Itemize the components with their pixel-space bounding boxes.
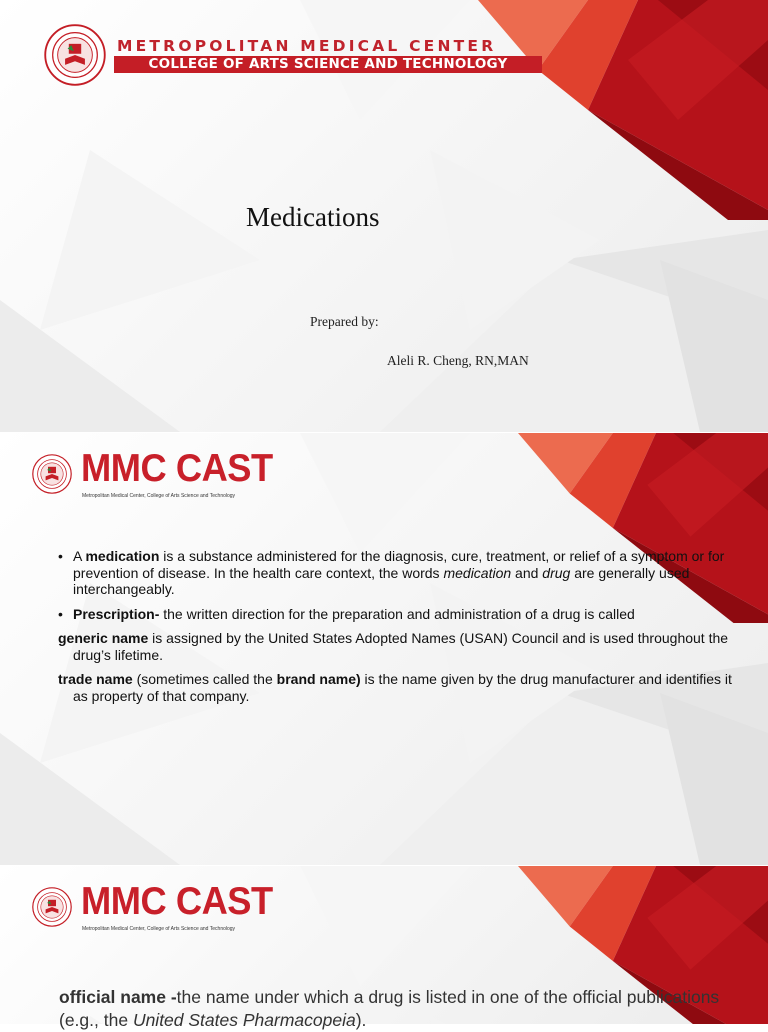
- term-prescription: Prescription-: [73, 605, 160, 622]
- institution-name: METROPOLITAN MEDICAL CENTER: [117, 37, 497, 55]
- term-medication: medication: [85, 548, 160, 564]
- logo-subtitle: Metropolitan Medical Center, College of Arts Science and Technology: [82, 926, 236, 932]
- trade-name-definition: trade name (sometimes called the brand name) is the name given by the drug manufacturer and identifies it as property of that company.: [58, 671, 732, 704]
- mmc-cast-logo: [27, 880, 273, 934]
- red-corner-decoration: [478, 0, 768, 220]
- official-name-definition: official name -the name under which a drug is listed in one of the official publications (e.g., the United States Pharmacopeia).: [59, 987, 720, 1030]
- mmc-cast-logo: [27, 447, 273, 501]
- logo-wordmark: MMC CAST: [81, 447, 273, 490]
- mmc-seal-icon: [27, 454, 77, 494]
- logo-subtitle: Metropolitan Medical Center, College of Arts Science and Technology: [82, 493, 236, 499]
- logo-wordmark: MMC CAST: [81, 880, 273, 923]
- term-trade-name: trade name: [58, 671, 133, 687]
- presentation-title: Medications: [246, 202, 380, 232]
- slide-body: [58, 548, 738, 712]
- term-generic-name: generic name: [58, 630, 149, 646]
- generic-name-definition: generic name is assigned by the United States Adopted Names (USAN) Council and is used throughout the drug’s lifetime.: [58, 630, 729, 663]
- mmc-seal-icon: [40, 24, 110, 86]
- term-official-name: official name -: [59, 987, 177, 1007]
- bullet-medication: • A medication is a substance administered for the diagnosis, cure, treatment, or relief of a symptom or for prevention of disease. In the health care context, the words medication and drug are generally used interchangeably.: [58, 548, 725, 597]
- mmc-seal-icon: [27, 887, 77, 927]
- prepared-by-label: Prepared by:: [310, 314, 379, 329]
- bullet-prescription: • Prescription- the written direction for the preparation and administration of a drug is called: [58, 605, 635, 622]
- term-brand-name: brand name): [276, 671, 361, 687]
- bullet-dot: •: [58, 605, 63, 622]
- college-name: COLLEGE OF ARTS SCIENCE AND TECHNOLOGY: [114, 56, 542, 73]
- title-slide: [0, 0, 768, 432]
- author-name: Aleli R. Cheng, RN,MAN: [387, 353, 529, 368]
- bullet-dot: •: [58, 548, 63, 564]
